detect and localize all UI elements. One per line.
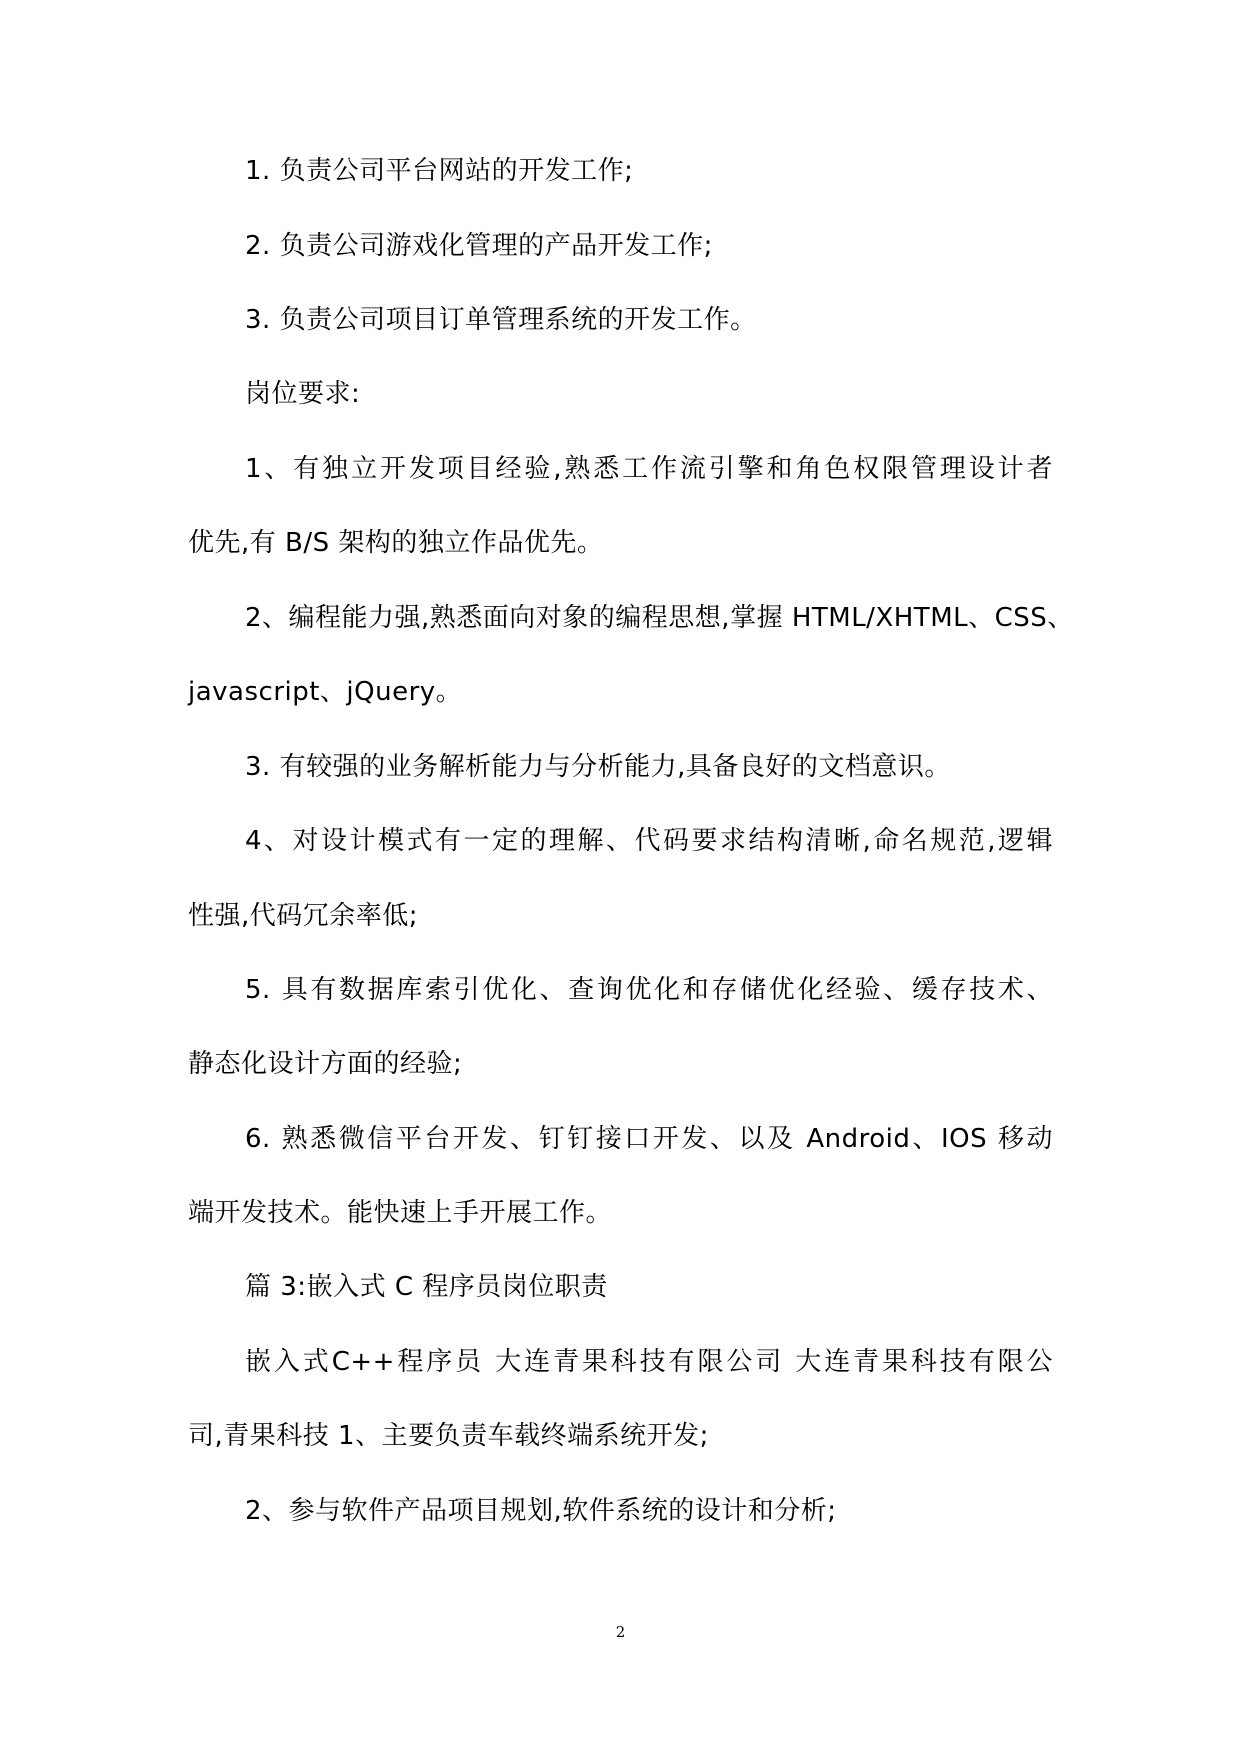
requirement-2-line-1: 2、编程能力强,熟悉面向对象的编程思想,掌握 HTML/XHTML、CSS、 [245,603,1074,633]
requirement-6-line-1: 6. 熟悉微信平台开发、钉钉接口开发、以及 Android、IOS 移动 [245,1124,1053,1154]
requirement-1-line-2: 优先,有 B/S 架构的独立作品优先。 [188,528,604,558]
requirement-5-line-2: 静态化设计方面的经验; [188,1049,463,1079]
section-body-line-1: 嵌入式C++程序员 大连青果科技有限公司 大连青果科技有限公 [245,1347,1053,1377]
requirement-1-line-1: 1、有独立开发项目经验,熟悉工作流引擎和角色权限管理设计者 [245,454,1053,484]
requirement-2-line-2: javascript、jQuery。 [188,677,463,707]
page-number: 2 [615,1623,626,1641]
requirement-4-line-1: 4、对设计模式有一定的理解、代码要求结构清晰,命名规范,逻辑 [245,826,1053,856]
duty-item-1: 1. 负责公司平台网站的开发工作; [245,156,634,186]
requirements-heading: 岗位要求: [245,379,361,409]
duty-item-2: 2. 负责公司游戏化管理的产品开发工作; [245,231,713,261]
requirement-3: 3. 有较强的业务解析能力与分析能力,具备良好的文档意识。 [245,752,951,782]
section-body-line-3: 2、参与软件产品项目规划,软件系统的设计和分析; [245,1496,837,1526]
requirement-6-line-2: 端开发技术。能快速上手开展工作。 [188,1198,613,1228]
requirement-5-line-1: 5. 具有数据库索引优化、查询优化和存储优化经验、缓存技术、 [245,975,1053,1005]
duty-item-3: 3. 负责公司项目订单管理系统的开发工作。 [245,305,757,335]
section-heading: 篇 3:嵌入式 C 程序员岗位职责 [245,1272,608,1302]
requirement-4-line-2: 性强,代码冗余率低; [188,901,419,931]
section-body-line-2: 司,青果科技 1、主要负责车载终端系统开发; [188,1421,709,1451]
